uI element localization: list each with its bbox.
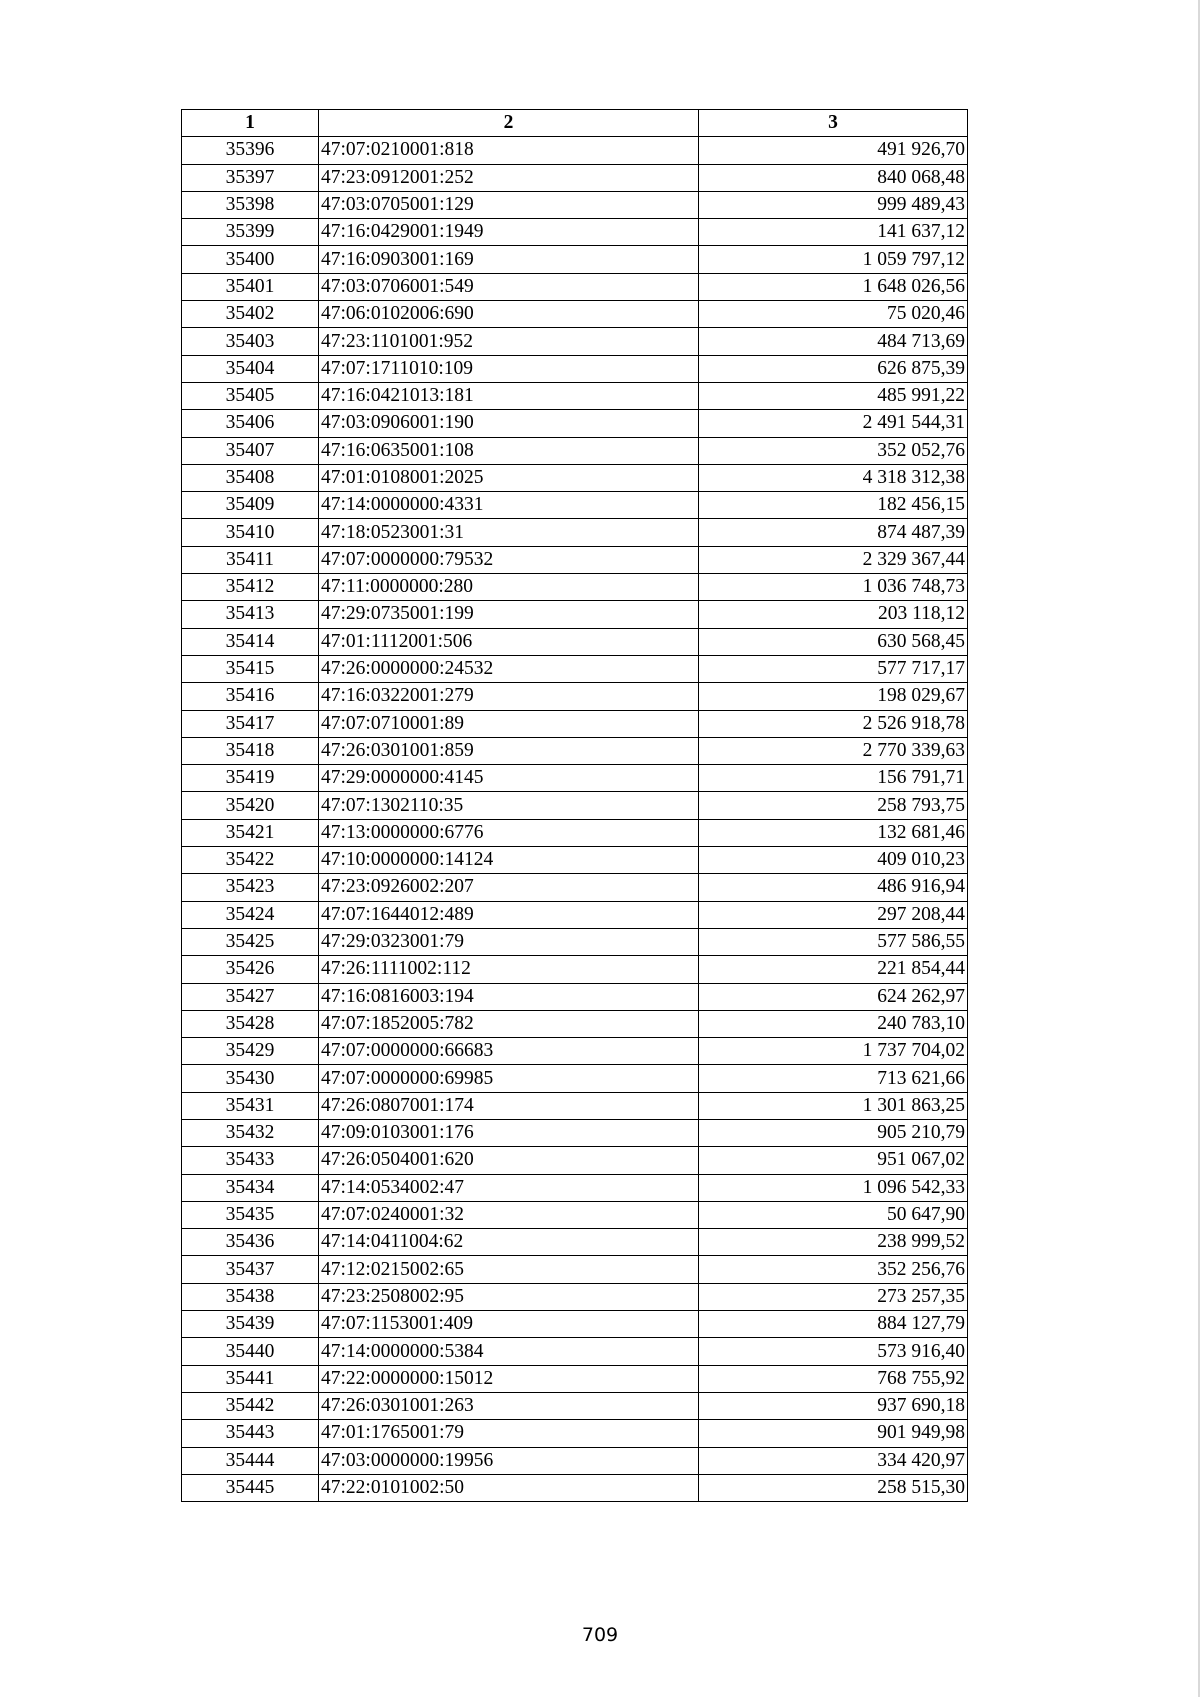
- cadastral-number-cell: 47:26:0504001:620: [319, 1147, 699, 1174]
- cadastral-number-cell: 47:16:0421013:181: [319, 382, 699, 409]
- cadastral-number-cell: 47:01:0108001:2025: [319, 464, 699, 491]
- table-row: [182, 901, 968, 928]
- cadastral-number-cell: 47:13:0000000:6776: [319, 819, 699, 846]
- value-cell: 352 256,76: [699, 1256, 968, 1283]
- row-number-cell: 35406: [182, 410, 319, 437]
- row-number-cell: 35405: [182, 382, 319, 409]
- cadastral-number-cell: 47:16:0816003:194: [319, 983, 699, 1010]
- cadastral-number-cell: 47:14:0000000:4331: [319, 492, 699, 519]
- cadastral-number-cell: 47:03:0706001:549: [319, 273, 699, 300]
- cadastral-number-cell: 47:10:0000000:14124: [319, 847, 699, 874]
- cadastral-number-cell: 47:07:0000000:69985: [319, 1065, 699, 1092]
- table-row: [182, 437, 968, 464]
- cadastral-number-cell: 47:07:1153001:409: [319, 1311, 699, 1338]
- cadastral-number-cell: 47:07:0240001:32: [319, 1201, 699, 1228]
- cadastral-number-cell: 47:01:1765001:79: [319, 1420, 699, 1447]
- table-row: [182, 683, 968, 710]
- cadastral-number-cell: 47:14:0411004:62: [319, 1229, 699, 1256]
- cadastral-number-cell: 47:26:0301001:859: [319, 737, 699, 764]
- row-number-cell: 35413: [182, 601, 319, 628]
- cadastral-number-cell: 47:23:0926002:207: [319, 874, 699, 901]
- cadastral-number-cell: 47:03:0000000:19956: [319, 1447, 699, 1474]
- cadastral-number-cell: 47:26:1111002:112: [319, 956, 699, 983]
- page-number: 709: [581, 1624, 619, 1646]
- value-cell: 999 489,43: [699, 191, 968, 218]
- table-row: [182, 1392, 968, 1419]
- table-row: [182, 492, 968, 519]
- table-row: [182, 601, 968, 628]
- table-row: [182, 983, 968, 1010]
- value-cell: 901 949,98: [699, 1420, 968, 1447]
- table-row: [182, 792, 968, 819]
- row-number-cell: 35430: [182, 1065, 319, 1092]
- value-cell: 198 029,67: [699, 683, 968, 710]
- value-cell: 630 568,45: [699, 628, 968, 655]
- cadastral-number-cell: 47:07:1644012:489: [319, 901, 699, 928]
- table-row: [182, 1201, 968, 1228]
- value-cell: 258 515,30: [699, 1474, 968, 1501]
- row-number-cell: 35437: [182, 1256, 319, 1283]
- cadastral-number-cell: 47:16:0903001:169: [319, 246, 699, 273]
- value-cell: 1 096 542,33: [699, 1174, 968, 1201]
- value-cell: 409 010,23: [699, 847, 968, 874]
- value-cell: 1 036 748,73: [699, 574, 968, 601]
- table-row: [182, 1038, 968, 1065]
- row-number-cell: 35444: [182, 1447, 319, 1474]
- cadastral-number-cell: 47:09:0103001:176: [319, 1119, 699, 1146]
- table-row: [182, 1092, 968, 1119]
- cadastral-number-cell: 47:22:0101002:50: [319, 1474, 699, 1501]
- value-cell: 182 456,15: [699, 492, 968, 519]
- row-number-cell: 35426: [182, 956, 319, 983]
- row-number-cell: 35411: [182, 546, 319, 573]
- table-row: [182, 273, 968, 300]
- value-cell: 141 637,12: [699, 219, 968, 246]
- value-cell: 1 737 704,02: [699, 1038, 968, 1065]
- value-cell: 50 647,90: [699, 1201, 968, 1228]
- table-row: [182, 1338, 968, 1365]
- row-number-cell: 35425: [182, 928, 319, 955]
- table-row: [182, 765, 968, 792]
- table-row: [182, 328, 968, 355]
- row-number-cell: 35400: [182, 246, 319, 273]
- value-cell: 132 681,46: [699, 819, 968, 846]
- table-row: [182, 1283, 968, 1310]
- table-row: [182, 874, 968, 901]
- row-number-cell: 35407: [182, 437, 319, 464]
- cadastral-number-cell: 47:16:0429001:1949: [319, 219, 699, 246]
- cadastral-number-cell: 47:06:0102006:690: [319, 301, 699, 328]
- row-number-cell: 35417: [182, 710, 319, 737]
- value-cell: 2 526 918,78: [699, 710, 968, 737]
- value-cell: 840 068,48: [699, 164, 968, 191]
- table-row: [182, 1065, 968, 1092]
- row-number-cell: 35399: [182, 219, 319, 246]
- value-cell: 334 420,97: [699, 1447, 968, 1474]
- value-cell: 713 621,66: [699, 1065, 968, 1092]
- row-number-cell: 35423: [182, 874, 319, 901]
- value-cell: 4 318 312,38: [699, 464, 968, 491]
- cadastral-number-cell: 47:07:0210001:818: [319, 137, 699, 164]
- value-cell: 486 916,94: [699, 874, 968, 901]
- cadastral-number-cell: 47:14:0534002:47: [319, 1174, 699, 1201]
- row-number-cell: 35418: [182, 737, 319, 764]
- row-number-cell: 35419: [182, 765, 319, 792]
- row-number-cell: 35440: [182, 1338, 319, 1365]
- table-row: [182, 164, 968, 191]
- row-number-cell: 35432: [182, 1119, 319, 1146]
- table-row: [182, 1365, 968, 1392]
- row-number-cell: 35396: [182, 137, 319, 164]
- value-cell: 2 329 367,44: [699, 546, 968, 573]
- table-row: [182, 737, 968, 764]
- value-cell: 238 999,52: [699, 1229, 968, 1256]
- row-number-cell: 35428: [182, 1010, 319, 1037]
- table-row: [182, 655, 968, 682]
- value-cell: 874 487,39: [699, 519, 968, 546]
- data-table: [181, 109, 968, 1502]
- row-number-cell: 35443: [182, 1420, 319, 1447]
- value-cell: 221 854,44: [699, 956, 968, 983]
- table-row: [182, 301, 968, 328]
- value-cell: 905 210,79: [699, 1119, 968, 1146]
- table-row: [182, 382, 968, 409]
- value-cell: 626 875,39: [699, 355, 968, 382]
- cadastral-number-cell: 47:07:1711010:109: [319, 355, 699, 382]
- table-row: [182, 956, 968, 983]
- table-row: [182, 1010, 968, 1037]
- value-cell: 203 118,12: [699, 601, 968, 628]
- cadastral-number-cell: 47:03:0906001:190: [319, 410, 699, 437]
- row-number-cell: 35397: [182, 164, 319, 191]
- table-row: [182, 464, 968, 491]
- cadastral-number-cell: 47:29:0323001:79: [319, 928, 699, 955]
- table-row: [182, 1119, 968, 1146]
- cadastral-number-cell: 47:16:0322001:279: [319, 683, 699, 710]
- value-cell: 297 208,44: [699, 901, 968, 928]
- value-cell: 577 717,17: [699, 655, 968, 682]
- value-cell: 884 127,79: [699, 1311, 968, 1338]
- column-header-1: 1: [182, 110, 319, 137]
- row-number-cell: 35409: [182, 492, 319, 519]
- row-number-cell: 35435: [182, 1201, 319, 1228]
- row-number-cell: 35438: [182, 1283, 319, 1310]
- value-cell: 951 067,02: [699, 1147, 968, 1174]
- row-number-cell: 35424: [182, 901, 319, 928]
- table-row: [182, 410, 968, 437]
- value-cell: 768 755,92: [699, 1365, 968, 1392]
- table-body: [182, 137, 968, 1502]
- cadastral-number-cell: 47:22:0000000:15012: [319, 1365, 699, 1392]
- cadastral-number-cell: 47:07:1852005:782: [319, 1010, 699, 1037]
- value-cell: 937 690,18: [699, 1392, 968, 1419]
- value-cell: 273 257,35: [699, 1283, 968, 1310]
- row-number-cell: 35404: [182, 355, 319, 382]
- row-number-cell: 35414: [182, 628, 319, 655]
- cadastral-number-cell: 47:07:1302110:35: [319, 792, 699, 819]
- table-row: [182, 847, 968, 874]
- row-number-cell: 35433: [182, 1147, 319, 1174]
- table-row: [182, 191, 968, 218]
- row-number-cell: 35439: [182, 1311, 319, 1338]
- cadastral-number-cell: 47:29:0735001:199: [319, 601, 699, 628]
- value-cell: 258 793,75: [699, 792, 968, 819]
- row-number-cell: 35416: [182, 683, 319, 710]
- row-number-cell: 35422: [182, 847, 319, 874]
- cadastral-number-cell: 47:26:0301001:263: [319, 1392, 699, 1419]
- column-header-3: 3: [699, 110, 968, 137]
- table-row: [182, 546, 968, 573]
- value-cell: 240 783,10: [699, 1010, 968, 1037]
- row-number-cell: 35445: [182, 1474, 319, 1501]
- table-header-row: [182, 110, 968, 137]
- cadastral-number-cell: 47:12:0215002:65: [319, 1256, 699, 1283]
- row-number-cell: 35403: [182, 328, 319, 355]
- value-cell: 573 916,40: [699, 1338, 968, 1365]
- cadastral-number-cell: 47:23:0912001:252: [319, 164, 699, 191]
- cadastral-number-cell: 47:14:0000000:5384: [319, 1338, 699, 1365]
- cadastral-number-cell: 47:18:0523001:31: [319, 519, 699, 546]
- table-row: [182, 1174, 968, 1201]
- cadastral-number-cell: 47:26:0807001:174: [319, 1092, 699, 1119]
- value-cell: 2 491 544,31: [699, 410, 968, 437]
- row-number-cell: 35427: [182, 983, 319, 1010]
- value-cell: 75 020,46: [699, 301, 968, 328]
- table-row: [182, 246, 968, 273]
- row-number-cell: 35415: [182, 655, 319, 682]
- table-row: [182, 928, 968, 955]
- value-cell: 484 713,69: [699, 328, 968, 355]
- table-row: [182, 355, 968, 382]
- table-row: [182, 1447, 968, 1474]
- row-number-cell: 35410: [182, 519, 319, 546]
- value-cell: 352 052,76: [699, 437, 968, 464]
- table-row: [182, 1147, 968, 1174]
- row-number-cell: 35401: [182, 273, 319, 300]
- row-number-cell: 35442: [182, 1392, 319, 1419]
- row-number-cell: 35408: [182, 464, 319, 491]
- column-header-2: 2: [319, 110, 699, 137]
- row-number-cell: 35402: [182, 301, 319, 328]
- table-row: [182, 519, 968, 546]
- table-row: [182, 1256, 968, 1283]
- table-row: [182, 574, 968, 601]
- table-row: [182, 1229, 968, 1256]
- value-cell: 156 791,71: [699, 765, 968, 792]
- cadastral-number-cell: 47:23:1101001:952: [319, 328, 699, 355]
- value-cell: 485 991,22: [699, 382, 968, 409]
- row-number-cell: 35421: [182, 819, 319, 846]
- value-cell: 1 301 863,25: [699, 1092, 968, 1119]
- cadastral-number-cell: 47:01:1112001:506: [319, 628, 699, 655]
- value-cell: 1 059 797,12: [699, 246, 968, 273]
- cadastral-number-cell: 47:07:0000000:66683: [319, 1038, 699, 1065]
- row-number-cell: 35436: [182, 1229, 319, 1256]
- value-cell: 577 586,55: [699, 928, 968, 955]
- cadastral-number-cell: 47:07:0710001:89: [319, 710, 699, 737]
- value-cell: 624 262,97: [699, 983, 968, 1010]
- row-number-cell: 35431: [182, 1092, 319, 1119]
- cadastral-number-cell: 47:23:2508002:95: [319, 1283, 699, 1310]
- table-row: [182, 1474, 968, 1501]
- table-row: [182, 137, 968, 164]
- row-number-cell: 35434: [182, 1174, 319, 1201]
- row-number-cell: 35441: [182, 1365, 319, 1392]
- cadastral-number-cell: 47:29:0000000:4145: [319, 765, 699, 792]
- row-number-cell: 35412: [182, 574, 319, 601]
- table-row: [182, 628, 968, 655]
- table-row: [182, 1311, 968, 1338]
- value-cell: 1 648 026,56: [699, 273, 968, 300]
- row-number-cell: 35420: [182, 792, 319, 819]
- table-row: [182, 1420, 968, 1447]
- cadastral-number-cell: 47:03:0705001:129: [319, 191, 699, 218]
- value-cell: 2 770 339,63: [699, 737, 968, 764]
- cadastral-number-cell: 47:16:0635001:108: [319, 437, 699, 464]
- cadastral-number-cell: 47:11:0000000:280: [319, 574, 699, 601]
- cadastral-number-cell: 47:26:0000000:24532: [319, 655, 699, 682]
- table-row: [182, 219, 968, 246]
- row-number-cell: 35398: [182, 191, 319, 218]
- cadastral-number-cell: 47:07:0000000:79532: [319, 546, 699, 573]
- table-row: [182, 819, 968, 846]
- row-number-cell: 35429: [182, 1038, 319, 1065]
- table-row: [182, 710, 968, 737]
- value-cell: 491 926,70: [699, 137, 968, 164]
